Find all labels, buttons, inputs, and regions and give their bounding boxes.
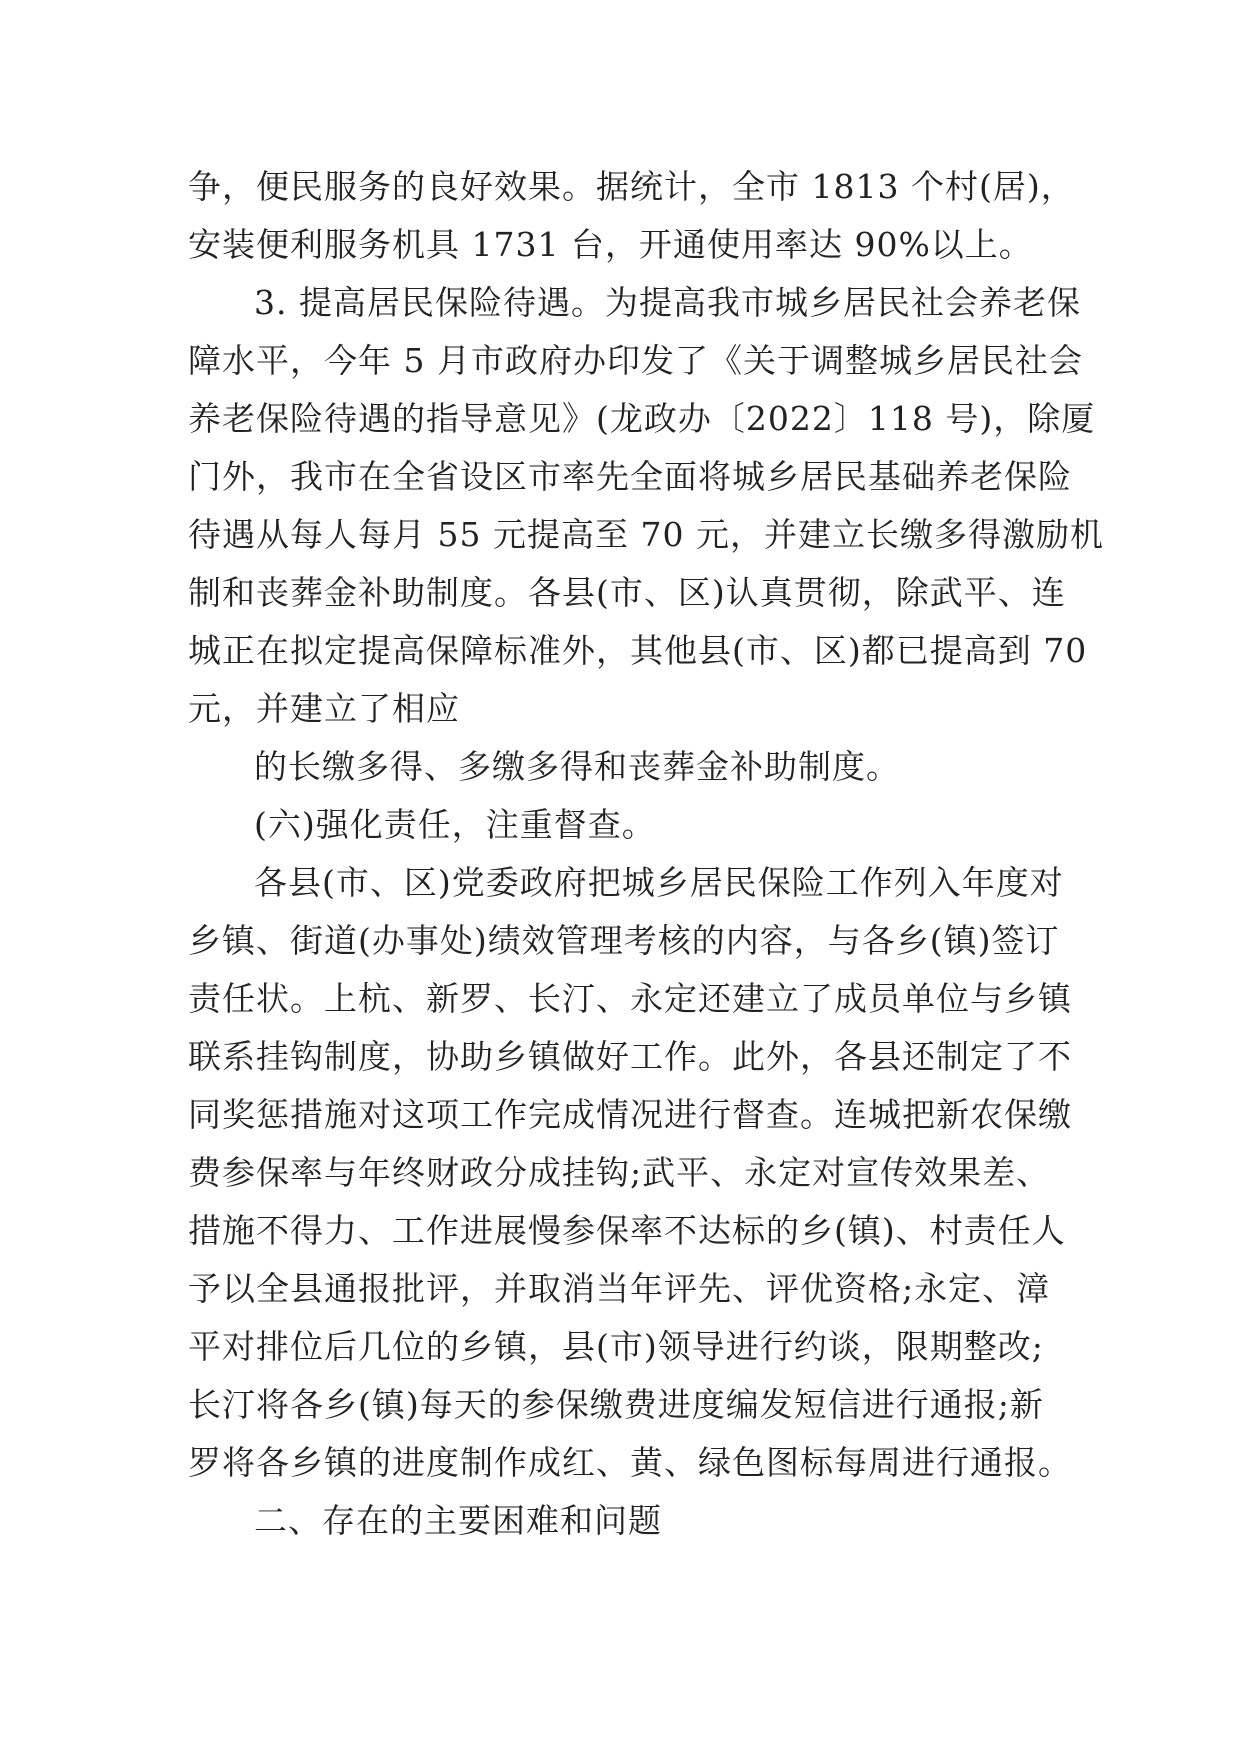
text-line: 门外，我市在全省设区市率先全面将城乡居民基础养老保险 [188, 457, 1072, 496]
text-line: 元，并建立了相应 [188, 689, 460, 728]
text-line: 费参保率与年终财政分成挂钩;武平、永定对宣传效果差、 [188, 1153, 1051, 1192]
section-heading: 二、存在的主要困难和问题 [254, 1501, 662, 1540]
text-line: 罗将各乡镇的进度制作成红、黄、绿色图标每周进行通报。 [188, 1443, 1072, 1482]
text-line: 长汀将各乡(镇)每天的参保缴费进度编发短信进行通报;新 [188, 1385, 1044, 1424]
text-line: 3. 提高居民保险待遇。为提高我市城乡居民社会养老保 [254, 283, 1081, 322]
text-line: 措施不得力、工作进展慢参保率不达标的乡(镇)、村责任人 [188, 1211, 1066, 1250]
text-line: 制和丧葬金补助制度。各县(市、区)认真贯彻，除武平、连 [188, 573, 1066, 612]
text-line: 城正在拟定提高保障标准外，其他县(市、区)都已提高到 70 [188, 631, 1088, 670]
text-line: 养老保险待遇的指导意见》(龙政办〔2022〕118 号)，除厦 [188, 399, 1096, 438]
text-line: 安装便利服务机具 1731 台，开通使用率达 90%以上。 [188, 225, 1033, 264]
text-line: 待遇从每人每月 55 元提高至 70 元，并建立长缴多得激励机 [188, 515, 1104, 554]
text-line: 乡镇、街道(办事处)绩效管理考核的内容，与各乡(镇)签订 [188, 921, 1060, 960]
section-heading: (六)强化责任，注重督查。 [254, 805, 656, 844]
text-line: 争，便民服务的良好效果。据统计，全市 1813 个村(居)， [188, 167, 1075, 206]
text-line: 责任状。上杭、新罗、长汀、永定还建立了成员单位与乡镇 [188, 979, 1072, 1018]
text-line: 联系挂钩制度，协助乡镇做好工作。此外，各县还制定了不 [188, 1037, 1072, 1076]
text-line: 同奖惩措施对这项工作完成情况进行督查。连城把新农保缴 [188, 1095, 1072, 1134]
text-line: 各县(市、区)党委政府把城乡居民保险工作列入年度对 [254, 863, 1064, 902]
text-line: 予以全县通报批评，并取消当年评先、评优资格;永定、漳 [188, 1269, 1051, 1308]
text-line: 的长缴多得、多缴多得和丧葬金补助制度。 [254, 747, 900, 786]
text-line: 障水平，今年 5 月市政府办印发了《关于调整城乡居民社会 [188, 341, 1083, 380]
text-line: 平对排位后几位的乡镇，县(市)领导进行约谈，限期整改; [188, 1327, 1044, 1366]
